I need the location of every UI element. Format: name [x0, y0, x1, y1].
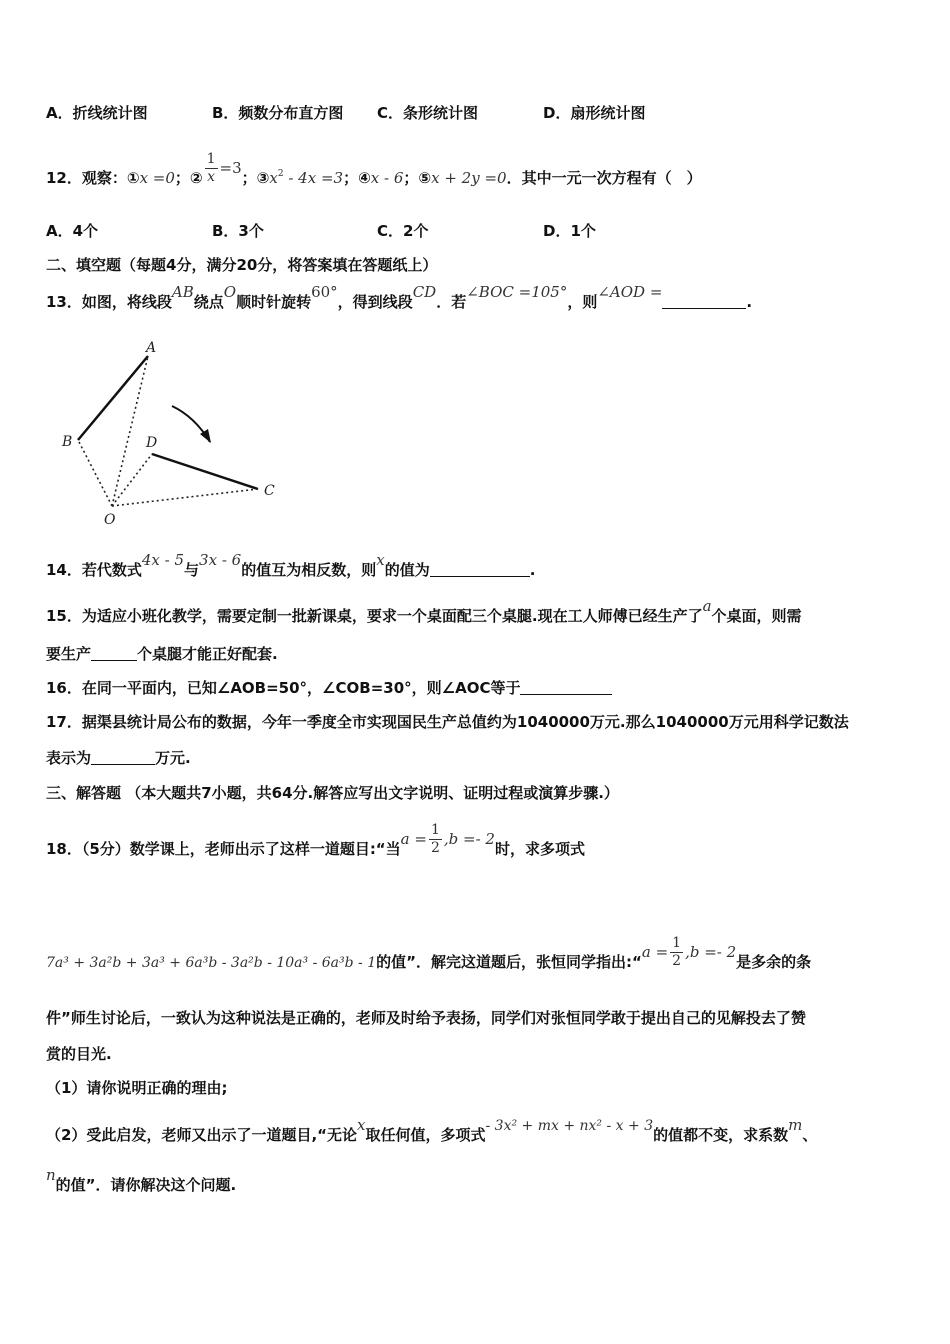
- q18-text-4: 是多余的条: [736, 953, 812, 971]
- q18-part2-polynomial: - 3x² + mx + nx² - x + 3: [485, 1118, 654, 1134]
- label-d: D: [146, 435, 158, 451]
- label-c: C: [264, 483, 275, 499]
- question-17-line-1: 17．据渠县统计局公布的数据，今年一季度全市实现国民生产总值约为1040000万元.那么1040000万元用科学记数法: [46, 713, 849, 731]
- q18-text-1: 18．（5分）数学课上，老师出示了这样一道题目:“当: [46, 840, 401, 858]
- question-18-part-2-line-2: [46, 1166, 237, 1195]
- q18-fraction-denominator: 2: [430, 840, 440, 856]
- q11-option-a: A．折线统计图: [46, 104, 148, 122]
- q18-part2-var-x: x: [357, 1116, 366, 1134]
- question-17-line-2: [46, 748, 191, 768]
- q18-a-equals: a =: [400, 830, 427, 848]
- q12-option-a: A．4个: [46, 222, 99, 240]
- label-a: A: [146, 340, 157, 356]
- q13-text-1: 13．如图，将线段: [46, 293, 172, 311]
- rotation-figure: [50, 330, 290, 535]
- question-18-part-1: （1）请你说明正确的理由;: [46, 1079, 228, 1097]
- q15-text-1: 15．为适应小班化教学，需要定制一批新课桌，要求一个桌面配三个桌腿.现在工人师傅已经生产了: [46, 607, 703, 625]
- question-18-line-4: 赏的目光.: [46, 1045, 112, 1063]
- q12-item-4-marker: ；④: [343, 169, 371, 187]
- q16-answer-blank[interactable]: [520, 680, 612, 695]
- q13-angle-boc: ∠BOC =105°: [466, 283, 568, 301]
- q12-fraction-numerator: 1: [206, 151, 216, 167]
- q14-text-4: 的值为: [384, 561, 430, 579]
- q12-option-d: D．1个: [543, 222, 596, 240]
- q18-part2-text-1: （2）受此启发，老师又出示了一道题目,“无论: [46, 1126, 357, 1144]
- question-18-line-1: [46, 822, 585, 867]
- q13-text-5: ．若: [436, 293, 467, 311]
- section-2-heading: 二、填空题（每题4分，满分20分，将答案填在答题纸上）: [46, 256, 438, 274]
- q12-eq-3-var: x: [269, 169, 278, 187]
- q18-part2-text-3: 的值都不变，求系数: [653, 1126, 789, 1144]
- q12-label: 12．观察：: [46, 169, 127, 187]
- q12-eq-3-exponent: 2: [277, 169, 284, 179]
- question-14: [46, 551, 536, 580]
- q11-option-d: D．扇形统计图: [543, 104, 646, 122]
- q18-text-2: 时，求多项式: [494, 840, 585, 858]
- question-15-line-1: [46, 597, 802, 626]
- question-18-line-3: 件”师生讨论后，一致认为这种说法是正确的，老师及时给予表扬，同学们对张恒同学敢于提出自己的见解投去了赞: [46, 1009, 806, 1027]
- question-18-line-2: [46, 935, 812, 980]
- q13-text-6: ，则: [567, 293, 598, 311]
- dotted-oc: [112, 489, 258, 506]
- q18-part2-text-2: 取任何值，多项式: [365, 1126, 486, 1144]
- q13-text-2: 绕点: [193, 293, 224, 311]
- q18-b-equals-2: ,b =- 2: [685, 943, 737, 961]
- dotted-ob: [78, 440, 112, 506]
- q18-fraction2-numerator: 1: [672, 935, 682, 951]
- q13-end: .: [746, 293, 753, 311]
- question-13: [46, 283, 753, 312]
- q12-item-5-marker: ；⑤: [403, 169, 432, 187]
- q18-text-3: 的值”．解完这道题后，张恒同学指出:“: [376, 953, 642, 971]
- q16-text: 16．在同一平面内，已知∠AOB=50°，∠COB=30°，则∠AOC等于: [46, 679, 521, 697]
- q11-option-c: C．条形统计图: [377, 104, 479, 122]
- q12-item-1-marker: ①: [126, 169, 140, 187]
- q18-part2-separator: 、: [802, 1126, 818, 1144]
- q12-fraction: [205, 151, 218, 186]
- q18-part2-var-m: m: [788, 1116, 803, 1134]
- q13-angle-aod: ∠AOD =: [597, 283, 663, 301]
- q17-text-2: 万元.: [155, 749, 191, 767]
- q17-answer-blank[interactable]: [91, 750, 155, 765]
- label-b: B: [62, 434, 73, 450]
- q12-item-2-marker: ；②: [174, 169, 203, 187]
- q12-option-c: C．2个: [377, 222, 429, 240]
- question-12: [46, 151, 702, 196]
- q18-a-equals-2: a =: [641, 943, 669, 961]
- q14-answer-blank[interactable]: [430, 562, 530, 577]
- q14-text-1: 14．若代数式: [46, 561, 142, 579]
- q12-option-b: B．3个: [212, 222, 264, 240]
- question-18-part-2-line-1: [46, 1116, 818, 1146]
- q13-segment-cd: CD: [412, 283, 437, 301]
- q14-text-3: 的值互为相反数，则: [241, 561, 377, 579]
- q18-part2-text-4: 的值”．请你解决这个问题.: [55, 1176, 237, 1194]
- label-o: O: [104, 512, 116, 528]
- q13-answer-blank[interactable]: [662, 294, 746, 309]
- q18-fraction-numerator: 1: [430, 822, 440, 838]
- segment-dc: [152, 454, 258, 489]
- q12-eq-4: x - 6: [370, 169, 404, 187]
- q14-expr-1: 4x - 5: [141, 551, 185, 569]
- q12-fraction-denominator: x: [207, 169, 216, 185]
- q12-eq-2: =3: [219, 159, 242, 177]
- q13-segment-ab: AB: [171, 283, 194, 301]
- q14-var-x: x: [376, 551, 385, 569]
- q18-fraction2-denominator: 2: [672, 953, 682, 969]
- q17-text-1: 表示为: [46, 749, 92, 767]
- q13-angle-60: 60°: [311, 283, 338, 301]
- q15-text-2: 个桌面，则需: [711, 607, 802, 625]
- q12-eq-3-rest: - 4x =3: [283, 169, 344, 187]
- q11-option-b: B．频数分布直方图: [212, 104, 344, 122]
- q15-text-4: 个桌腿才能正好配套.: [137, 645, 278, 663]
- q14-text-2: 与: [184, 561, 200, 579]
- q18-polynomial: 7a³ + 3a²b + 3a³ + 6a³b - 3a²b - 10a³ - 6a³b - 1: [46, 955, 377, 971]
- q15-text-3: 要生产: [46, 645, 92, 663]
- q18-part2-var-n: n: [46, 1166, 56, 1184]
- question-15-line-2: [46, 644, 278, 664]
- question-16: [46, 678, 612, 698]
- q12-item-3-marker: ；③: [241, 169, 270, 187]
- q18-fraction-half: [429, 822, 442, 857]
- q15-var-a: a: [702, 597, 712, 615]
- q13-point-o: O: [223, 283, 237, 301]
- q14-end: .: [529, 561, 536, 579]
- q18-b-equals: ,b =- 2: [443, 830, 495, 848]
- q18-fraction-half-2: [670, 935, 683, 970]
- section-3-heading: 三、解答题 （本大题共7小题，共64分.解答应写出文字说明、证明过程或演算步骤.）: [46, 784, 619, 802]
- q14-expr-2: 3x - 6: [199, 551, 242, 569]
- q12-eq-5: x + 2y =0: [431, 169, 507, 187]
- q13-text-4: ，得到线段: [337, 293, 413, 311]
- q15-answer-blank[interactable]: [91, 646, 137, 661]
- q12-eq-1: x =0: [139, 169, 175, 187]
- q12-question-tail: ．其中一元一次方程有（ ）: [506, 169, 702, 187]
- q13-text-3: 顺时针旋转: [236, 293, 312, 311]
